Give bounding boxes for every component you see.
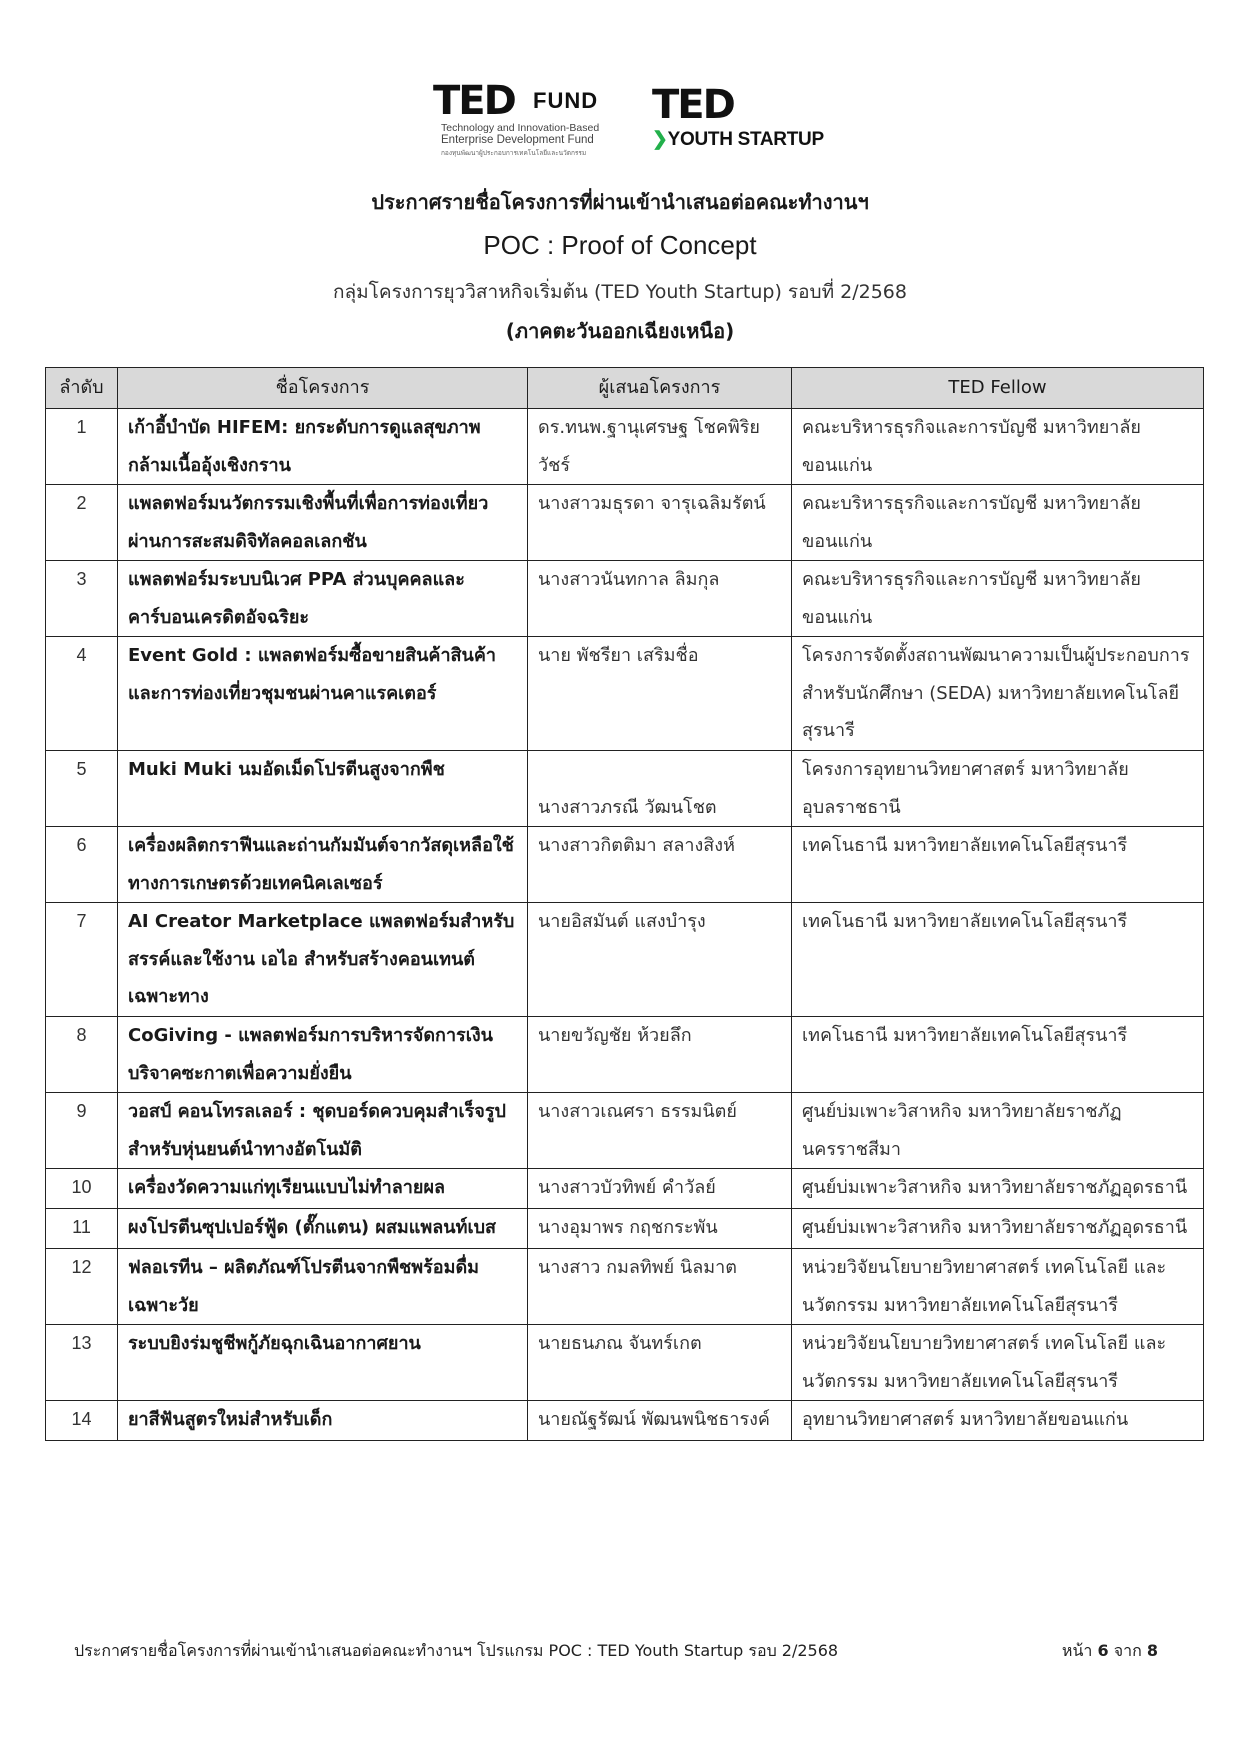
row-project-name: Event Gold : แพลตฟอร์มซื้อขายสินค้าสินค้าและการท่องเที่ยวชุมชนผ่านคาแรคเตอร์	[118, 637, 528, 751]
row-proposer: นางสาวกิตติมา สลางสิงห์	[528, 827, 792, 903]
row-no: 6	[46, 827, 118, 903]
row-no: 5	[46, 751, 118, 827]
row-no: 8	[46, 1017, 118, 1093]
column-header-no: ลำดับ	[46, 368, 118, 409]
row-project-name: ผงโปรตีนซุปเปอร์ฟู้ด (ตั๊กแตน) ผสมแพลนท์เบส	[118, 1209, 528, 1249]
table-row	[46, 1325, 1204, 1401]
table-row	[46, 1249, 1204, 1325]
table-row	[46, 485, 1204, 561]
row-ted-fellow: เทคโนธานี มหาวิทยาลัยเทคโนโลยีสุรนารี	[792, 903, 1204, 1017]
table-row	[46, 1093, 1204, 1169]
row-ted-fellow: หน่วยวิจัยนโยบายวิทยาศาสตร์ เทคโนโลยี และนวัตกรรม มหาวิทยาลัยเทคโนโลยีสุรนารี	[792, 1249, 1204, 1325]
table-row	[46, 409, 1204, 485]
page-title: ประกาศรายชื่อโครงการที่ผ่านเข้านำเสนอต่อคณะทำงานฯ	[371, 190, 869, 214]
ted-youth-startup-logo-word: ❯YOUTH STARTUP	[652, 129, 824, 150]
row-no: 2	[46, 485, 118, 561]
row-proposer: นายณัฐรัฒน์ พัฒนพนิชธารงค์	[528, 1401, 792, 1441]
page-current: 6	[1097, 1641, 1109, 1660]
row-no: 7	[46, 903, 118, 1017]
row-proposer: นางสาวมธุรดา จารุเฉลิมรัตน์	[528, 485, 792, 561]
row-no: 12	[46, 1249, 118, 1325]
row-ted-fellow: โครงการอุทยานวิทยาศาสตร์ มหาวิทยาลัยอุบลราชธานี	[792, 751, 1204, 827]
ted-fund-logo-line2: Enterprise Development Fund	[441, 134, 594, 146]
row-ted-fellow: คณะบริหารธุรกิจและการบัญชี มหาวิทยาลัยขอนแก่น	[792, 485, 1204, 561]
row-project-name: ฟลอเรทีน – ผลิตภัณฑ์โปรตีนจากพืชพร้อมดื่มเฉพาะวัย	[118, 1249, 528, 1325]
row-project-name: แพลตฟอร์มระบบนิเวศ PPA ส่วนบุคคลและคาร์บอนเครดิตอัจฉริยะ	[118, 561, 528, 637]
row-proposer: นางสาวภรณี วัฒนโชต	[528, 751, 792, 827]
table-header-row	[46, 368, 1204, 409]
program-title: POC : Proof of Concept	[483, 230, 757, 260]
ted-fund-logo-line3: กองทุนพัฒนาผู้ประกอบการเทคโนโลยีและนวัตกรรม	[441, 150, 587, 157]
table-row	[46, 1401, 1204, 1441]
row-project-name: เก้าอี้บำบัด HIFEM: ยกระดับการดูแลสุขภาพกล้ามเนื้ออุ้งเชิงกราน	[118, 409, 528, 485]
row-proposer: นางอุมาพร กฤชกระพัน	[528, 1209, 792, 1249]
row-project-name: AI Creator Marketplace แพลตฟอร์มสำหรับสรรค์และใช้งาน เอไอ สำหรับสร้างคอนเทนต์เฉพาะทาง	[118, 903, 528, 1017]
column-header-ted-fellow: TED Fellow	[792, 368, 1204, 409]
row-no: 11	[46, 1209, 118, 1249]
table-row	[46, 1169, 1204, 1209]
table-row	[46, 637, 1204, 751]
region-title: (ภาคตะวันออกเฉียงเหนือ)	[505, 319, 735, 343]
row-no: 10	[46, 1169, 118, 1209]
row-proposer: นายธนภณ จันทร์เกต	[528, 1325, 792, 1401]
ted-fund-logo	[433, 80, 608, 160]
row-ted-fellow: โครงการจัดตั้งสถานพัฒนาความเป็นผู้ประกอบการสำหรับนักศึกษา (SEDA) มหาวิทยาลัยเทคโนโลยีสุรนารี	[792, 637, 1204, 751]
page-label: หน้า	[1061, 1641, 1093, 1660]
row-project-name: เครื่องผลิตกราฟีนและถ่านกัมมันต์จากวัสดุเหลือใช้ทางการเกษตรด้วยเทคนิคเลเซอร์	[118, 827, 528, 903]
row-no: 1	[46, 409, 118, 485]
row-no: 13	[46, 1325, 118, 1401]
ted-youth-startup-logo-mark: TED	[652, 82, 734, 128]
row-ted-fellow: ศูนย์บ่มเพาะวิสาหกิจ มหาวิทยาลัยราชภัฏอุดรธานี	[792, 1209, 1204, 1249]
column-header-project-name: ชื่อโครงการ	[118, 368, 528, 409]
footer-title: ประกาศรายชื่อโครงการที่ผ่านเข้านำเสนอต่อคณะทำงานฯ โปรแกรม POC : TED Youth Startup รอบ 2/2568	[74, 1641, 839, 1660]
logo-bar	[0, 80, 1240, 160]
program-subtitle: กลุ่มโครงการยุววิสาหกิจเริ่มต้น (TED Youth Startup) รอบที่ 2/2568	[333, 281, 907, 303]
table-row	[46, 1017, 1204, 1093]
table-row	[46, 827, 1204, 903]
row-proposer: นาย พัชรียา เสริมชื่อ	[528, 637, 792, 751]
row-proposer: นางสาวบัวทิพย์ คำวัลย์	[528, 1169, 792, 1209]
row-no: 14	[46, 1401, 118, 1441]
page-separator: จาก	[1113, 1641, 1142, 1660]
row-project-name: วอสป์ คอนโทรลเลอร์ : ชุดบอร์ดควบคุมสำเร็จรูปสำหรับหุ่นยนต์นำทางอัตโนมัติ	[118, 1093, 528, 1169]
row-ted-fellow: คณะบริหารธุรกิจและการบัญชี มหาวิทยาลัยขอนแก่น	[792, 561, 1204, 637]
ted-youth-startup-logo	[652, 82, 824, 154]
row-project-name: แพลตฟอร์มนวัตกรรมเชิงพื้นที่เพื่อการท่องเที่ยวผ่านการสะสมดิจิทัลคอลเลกชัน	[118, 485, 528, 561]
row-project-name: เครื่องวัดความแก่ทุเรียนแบบไม่ทำลายผล	[118, 1169, 528, 1209]
row-project-name: CoGiving - แพลตฟอร์มการบริหารจัดการเงินบริจาคซะกาตเพื่อความยั่งยืน	[118, 1017, 528, 1093]
table-row	[46, 1209, 1204, 1249]
row-ted-fellow: คณะบริหารธุรกิจและการบัญชี มหาวิทยาลัยขอนแก่น	[792, 409, 1204, 485]
row-proposer: นางสาวเณศรา ธรรมนิตย์	[528, 1093, 792, 1169]
row-ted-fellow: หน่วยวิจัยนโยบายวิทยาศาสตร์ เทคโนโลยี และนวัตกรรม มหาวิทยาลัยเทคโนโลยีสุรนารี	[792, 1325, 1204, 1401]
row-proposer: ดร.ทนพ.ฐานุเศรษฐ โชคพิริยวัชร์	[528, 409, 792, 485]
table-row	[46, 561, 1204, 637]
row-ted-fellow: เทคโนธานี มหาวิทยาลัยเทคโนโลยีสุรนารี	[792, 1017, 1204, 1093]
row-proposer: นายอิสมันต์ แสงบำรุง	[528, 903, 792, 1017]
ted-fund-logo-word: FUND	[533, 88, 599, 113]
row-project-name: ยาสีฟันสูตรใหม่สำหรับเด็ก	[118, 1401, 528, 1441]
chevron-right-icon: ❯	[652, 129, 668, 150]
ted-fund-logo-mark: TED	[433, 78, 515, 124]
row-proposer: นางสาว กมลทิพย์ นิลมาต	[528, 1249, 792, 1325]
ted-fund-logo-line1: Technology and Innovation-Based	[441, 122, 600, 134]
projects-table	[45, 367, 1204, 1441]
row-no: 9	[46, 1093, 118, 1169]
row-no: 4	[46, 637, 118, 751]
row-project-name: Muki Muki นมอัดเม็ดโปรตีนสูงจากพืช	[118, 751, 528, 827]
table-row	[46, 903, 1204, 1017]
row-proposer: นายขวัญชัย ห้วยลึก	[528, 1017, 792, 1093]
page-total: 8	[1146, 1641, 1158, 1660]
row-no: 3	[46, 561, 118, 637]
row-ted-fellow: ศูนย์บ่มเพาะวิสาหกิจ มหาวิทยาลัยราชภัฏอุดรธานี	[792, 1169, 1204, 1209]
row-ted-fellow: เทคโนธานี มหาวิทยาลัยเทคโนโลยีสุรนารี	[792, 827, 1204, 903]
column-header-proposer: ผู้เสนอโครงการ	[528, 368, 792, 409]
row-project-name: ระบบยิงร่มชูชีพกู้ภัยฉุกเฉินอากาศยาน	[118, 1325, 528, 1401]
row-proposer: นางสาวนันทกาล ลิมกุล	[528, 561, 792, 637]
page-number	[1062, 1639, 1158, 1664]
table-row	[46, 751, 1204, 827]
row-ted-fellow: อุทยานวิทยาศาสตร์ มหาวิทยาลัยขอนแก่น	[792, 1401, 1204, 1441]
row-ted-fellow: ศูนย์บ่มเพาะวิสาหกิจ มหาวิทยาลัยราชภัฏนครราชสีมา	[792, 1093, 1204, 1169]
